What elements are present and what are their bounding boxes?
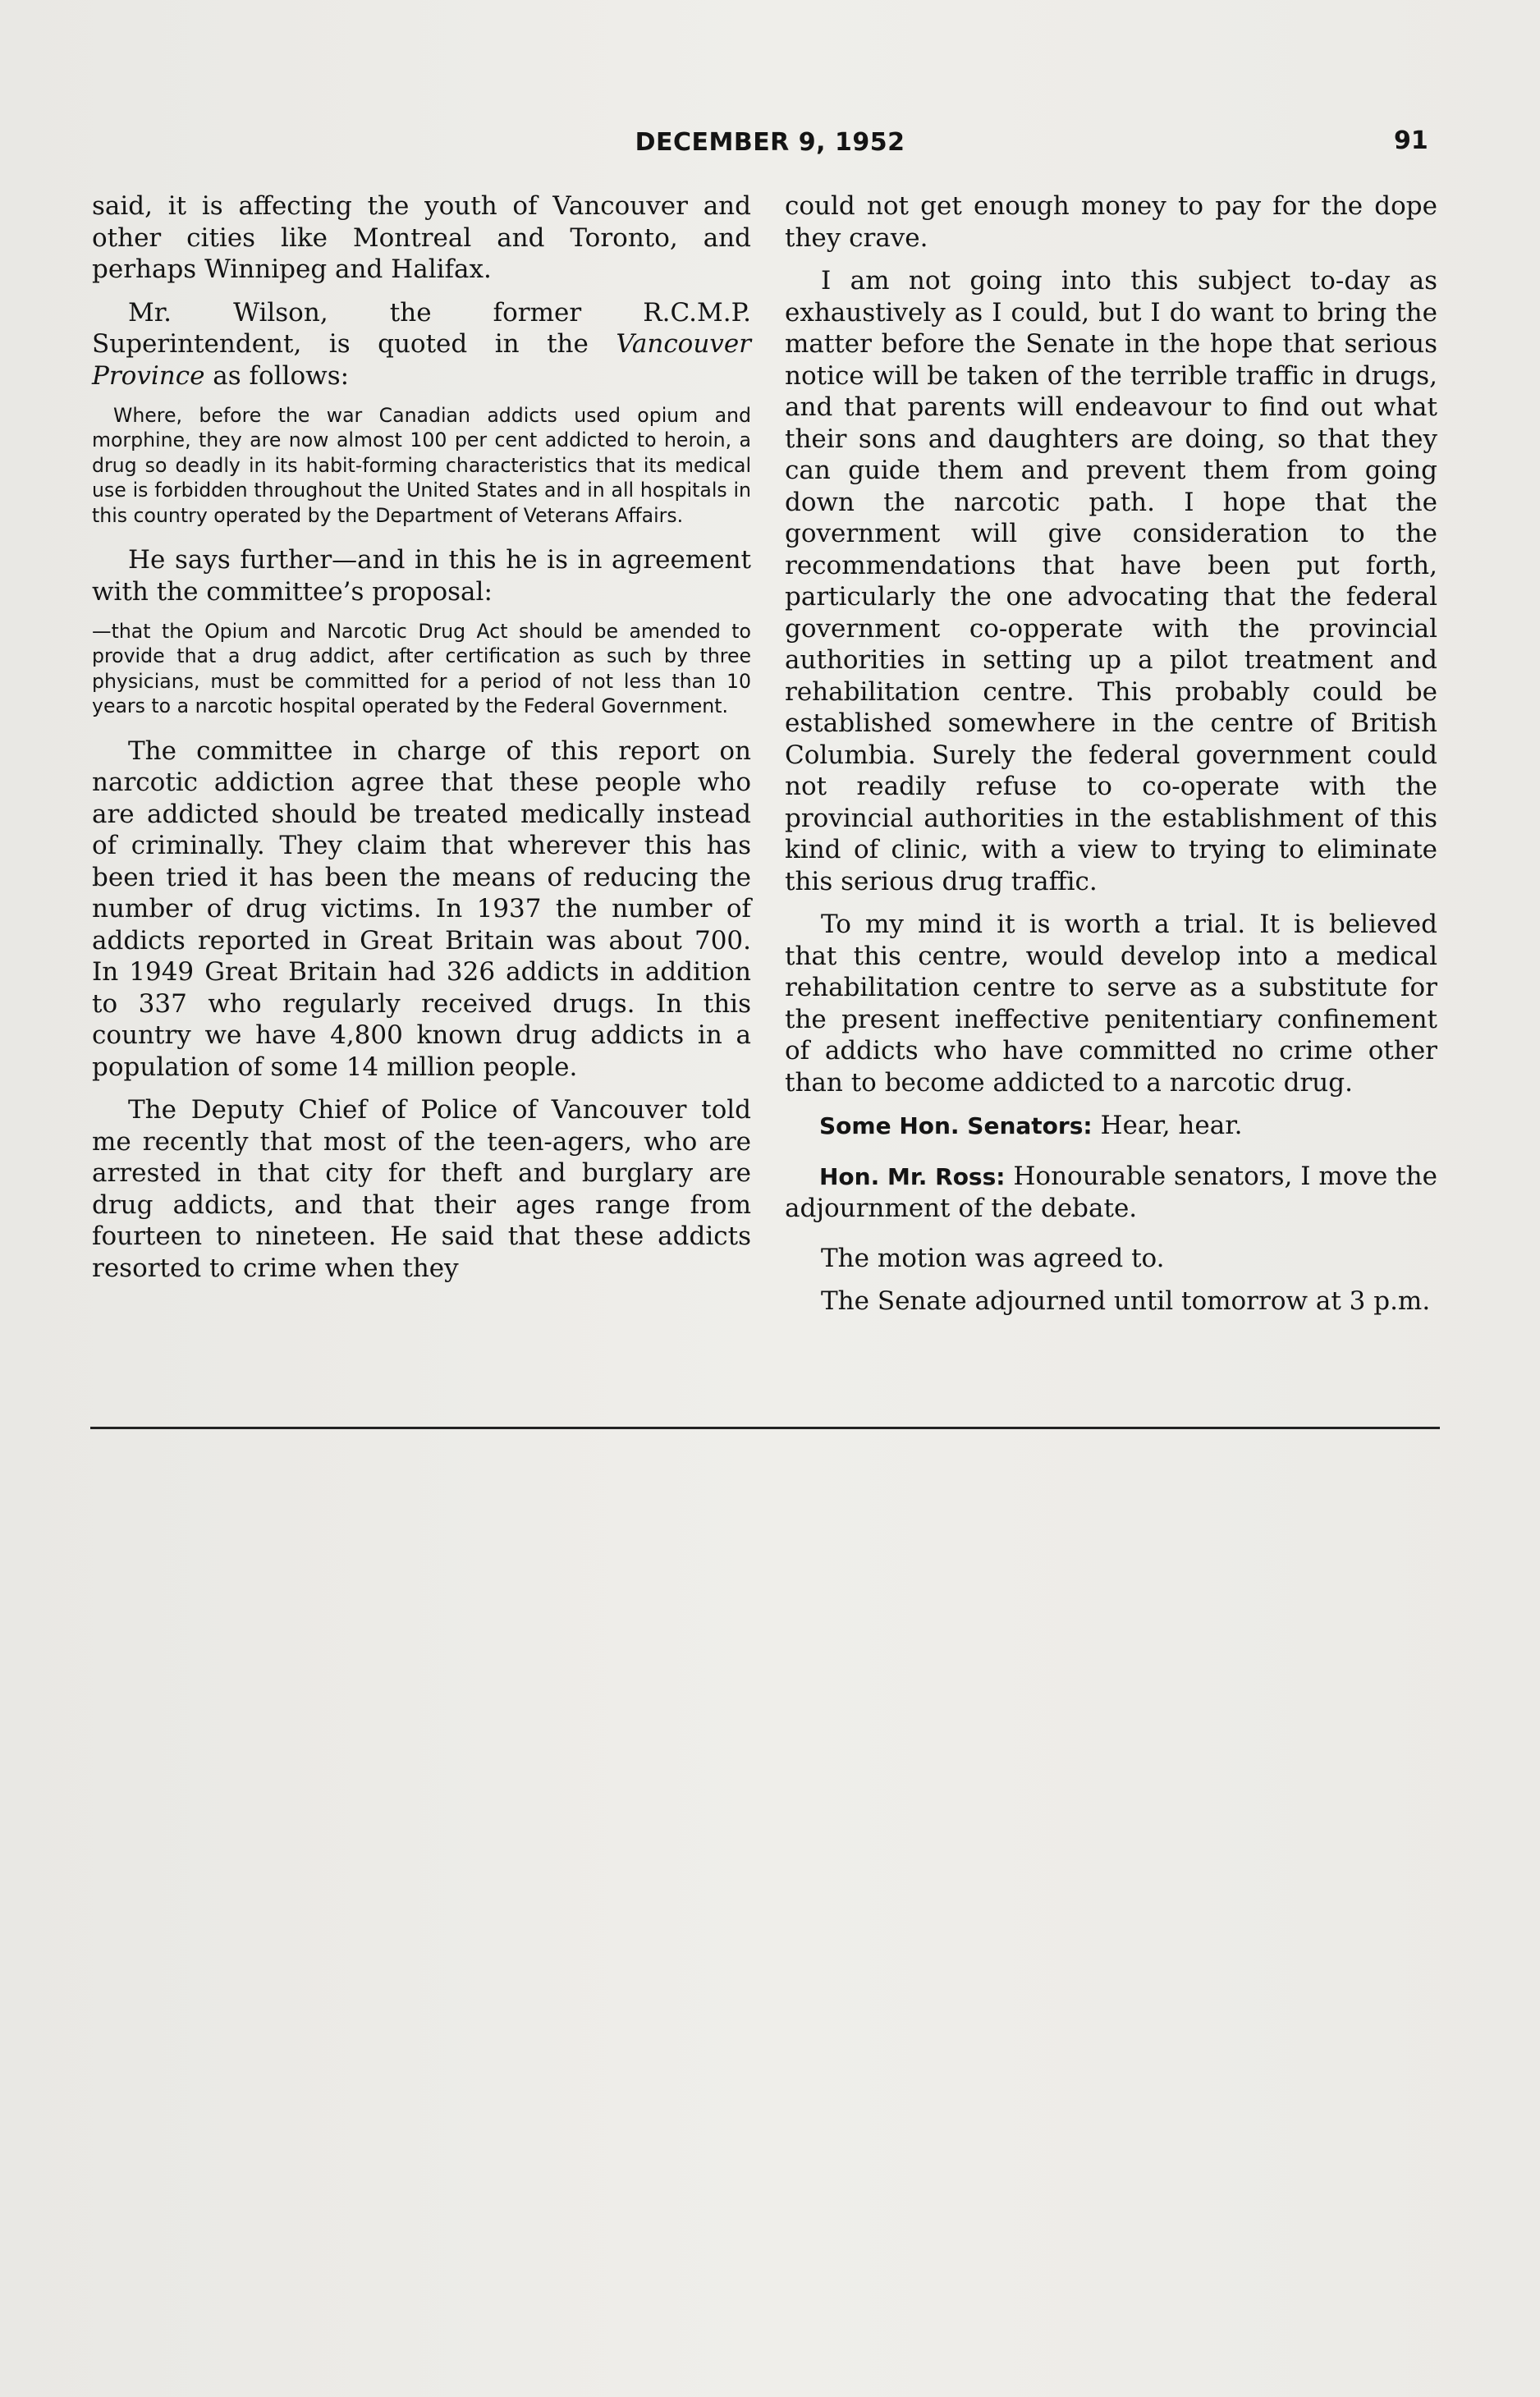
speaker-name: Some Hon. Senators: [819,1112,1093,1139]
paragraph: said, it is affecting the youth of Vancouver and other cities like Montreal and Toronto, and perhaps Winnipeg and Halifax. [92,191,751,284]
paragraph: He says further—and in this he is in agreement with the committee’s proposal: [92,545,751,607]
page-number: 91 [1394,126,1428,155]
block-quote: Where, before the war Canadian addicts used opium and morphine, they are now almost 100 per cent addicted to heroin, a drug so deadly in its habit-forming characteristics that its medical use is forbidden throughout the United States and in all hospitals in this country operated by the Department of Veterans Affairs. [92,404,751,527]
publication-title: Vancouver Province [92,329,751,391]
speaker-text: Hear, hear. [1092,1111,1243,1140]
footer-rule [90,1427,1440,1429]
paragraph: To my mind it is worth a trial. It is believed that this centre, would develop into a medical rehabilitation centre to serve as a substitute for the present ineffective penitentiary confinement of addicts who have committed no crime other than to become addicted to a narcotic drug. [785,910,1437,1098]
page-header-date: DECEMBER 9, 1952 [635,128,905,157]
speaker-name: Hon. Mr. Ross: [819,1162,1006,1190]
paragraph: I am not going into this subject to-day as exhaustively as I could, but I do want to bring the matter before the Senate in the hope that serious notice will be taken of the terrible traffic in drugs, and that parents will endeavour to find out what their sons and daughters are doing, so that they can guide them and prevent them from going down the narcotic path. I hope that the government will give consideration to the recommendations that have been put forth, particularly the one advocating that the federal government co-opperate with the provincial authorities in setting up a pilot treatment and rehabilitation centre. This probably could be established somewhere in the centre of British Columbia. Surely the federal government could not readily refuse to co-operate with the provincial authorities in the establishment of this kind of clinic, with a view to trying to eliminate this serious drug traffic. [785,266,1437,896]
paragraph-text: Mr. Wilson, the former R.C.M.P. Superintendent, is quoted in the [92,297,751,359]
paragraph: The committee in charge of this report on narcotic addiction agree that these people who are addicted should be treated medically instead of criminally. They claim that wherever this has been tried it has been the means of reducing the number of drug victims. In 1937 the number of addicts reported in Great Britain was about 700. In 1949 Great Britain had 326 addicts in addition to 337 who regularly received drugs. In this country we have 4,800 known drug addicts in a population of some 14 million people. [92,736,751,1082]
paragraph-text: as follows: [204,360,350,391]
right-column [785,190,1437,1329]
paragraph: The Senate adjourned until tomorrow at 3 p.m. [821,1286,1431,1316]
block-quote: —that the Opium and Narcotic Drug Act should be amended to provide that a drug addict, after certification as such by three physicians, must be committed for a period of not less than 10 years to a narcotic hospital operated by the Federal Government. [92,620,751,718]
paragraph: The motion was agreed to. [821,1243,1165,1273]
paragraph: could not get enough money to pay for the dope they crave. [785,191,1437,253]
paragraph [92,297,751,392]
speaker-line [785,1161,1437,1225]
left-column [92,190,751,1295]
speaker-text: Honourable senators, I move the adjournment of the debate. [785,1161,1437,1223]
speaker-line [785,1110,1437,1143]
paragraph: The Deputy Chief of Police of Vancouver told me recently that most of the teen-agers, who are arrested in that city for theft and burglary are drug addicts, and that their ages range from fourteen to nineteen. He said that these addicts resorted to crime when they [92,1095,751,1283]
